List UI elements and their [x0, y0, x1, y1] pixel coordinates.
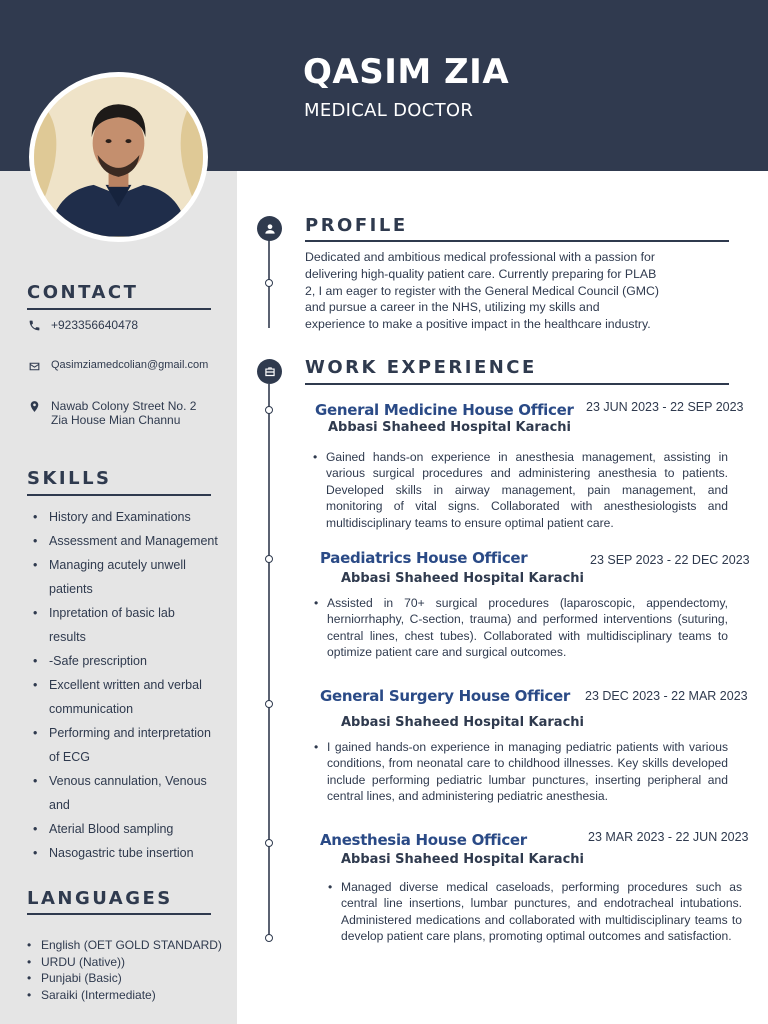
job-description: • Managed diverse medical caseloads, performing procedures such as central line insertions, lumbar punctures, and endotracheal intubations. Administered medications and collaborated with multidisciplinary teams to develop patient care plans, promoting optimal outcomes and satisfaction. [341, 879, 742, 945]
job-title: Paediatrics House Officer [320, 549, 528, 567]
job-organization: Abbasi Shaheed Hospital Karachi [341, 852, 585, 867]
job-dates: 23 JUN 2023 - 22 SEP 2023 [586, 400, 744, 414]
contact-address [27, 399, 196, 427]
languages-heading: LANGUAGES [27, 888, 173, 909]
job-dates: 23 DEC 2023 - 22 MAR 2023 [585, 689, 748, 703]
profile-summary: Dedicated and ambitious medical professional with a passion for delivering high-quality patient care. Currently preparing for PLAB 2, I am eager to register with the General Medical Council (GMC) and pursue a career in the NHS, utilizing my skills and experience to make a positive impact in the healthcare industry. [305, 250, 660, 332]
skill-item: • Nasogastric tube insertion [33, 841, 233, 865]
timeline-dot [265, 279, 273, 287]
profile-heading: PROFILE [305, 215, 408, 236]
location-pin-icon [27, 399, 41, 413]
job-organization: Abbasi Shaheed Hospital Karachi [328, 420, 572, 435]
person-photo-icon [34, 77, 203, 237]
briefcase-icon [257, 359, 282, 384]
language-item: • Saraiki (Intermediate) [27, 987, 237, 1004]
email-address[interactable]: Qasimziamedcolian@gmail.com [51, 359, 209, 371]
skill-item: • -Safe prescription [33, 649, 233, 673]
timeline-dot [265, 839, 273, 847]
timeline-line [268, 384, 270, 938]
language-item: • URDU (Native)) [27, 954, 237, 971]
timeline-dot [265, 555, 273, 563]
skill-item: • Excellent written and verbal communication [33, 673, 218, 721]
profile-user-icon [257, 216, 282, 241]
skill-item: • Performing and interpretation of ECG [33, 721, 223, 769]
job-description: • Assisted in 70+ surgical procedures (laparoscopic, appendectomy, herniorrhaphy, C-section, trauma) and performed interventions (suturing, central lines, chest tubes). Collaborated with multidisciplinary teams to optimize patient care and surgical outcomes. [327, 595, 728, 661]
job-dates: 23 MAR 2023 - 22 JUN 2023 [588, 830, 749, 844]
candidate-name: QASIM ZIA [303, 52, 510, 92]
timeline-dot [265, 700, 273, 708]
job-organization: Abbasi Shaheed Hospital Karachi [341, 571, 585, 586]
address-line-1: Nawab Colony Street No. 2 [51, 399, 197, 413]
skills-list [33, 505, 233, 865]
job-title: Anesthesia House Officer [320, 831, 527, 849]
job-description: • I gained hands-on experience in managing pediatric patients with various conditions, from neonatal care to childhood illnesses. Key skills developed include performing pediatric lumbar punctures, inserting peripheral and central lines, and administering pediatric anesthesia. [327, 739, 728, 805]
job-description: • Gained hands-on experience in anesthesia management, assisting in various surgical procedures and administering anesthesia to patients. Developed skills in airway management, pain management, and monitoring of vital signs. Collaborated with anesthesiologists and multidisciplinary teams to ensure optimal patient care. [326, 449, 728, 531]
phone-number[interactable]: +923356640478 [51, 318, 139, 332]
skills-divider [27, 494, 211, 496]
contact-phone [27, 318, 138, 332]
skills-heading: SKILLS [27, 468, 112, 489]
skill-item: • Assessment and Management [33, 529, 233, 553]
skill-item: • History and Examinations [33, 505, 233, 529]
skill-item: • Aterial Blood sampling [33, 817, 233, 841]
profile-photo [29, 72, 208, 242]
skill-item: • Venous cannulation, Venous and [33, 769, 218, 817]
experience-heading: WORK EXPERIENCE [305, 357, 537, 378]
languages-list [27, 937, 237, 1003]
experience-divider [305, 383, 729, 385]
job-title: General Medicine House Officer [315, 401, 574, 419]
candidate-title: MEDICAL DOCTOR [304, 100, 474, 121]
email-icon [27, 359, 41, 373]
contact-heading: CONTACT [27, 282, 139, 303]
job-organization: Abbasi Shaheed Hospital Karachi [341, 715, 585, 730]
skill-item: • Inpretation of basic lab results [33, 601, 213, 649]
contact-email [27, 359, 208, 373]
phone-icon [27, 318, 41, 332]
languages-divider [27, 913, 211, 915]
address-line-2: Zia House Mian Channu [51, 413, 181, 427]
profile-divider [305, 240, 729, 242]
timeline-dot [265, 406, 273, 414]
skill-item: • Managing acutely unwell patients [33, 553, 213, 601]
timeline-dot [265, 934, 273, 942]
job-dates: 23 SEP 2023 - 22 DEC 2023 [590, 553, 750, 567]
contact-divider [27, 308, 211, 310]
language-item: • Punjabi (Basic) [27, 970, 237, 987]
job-title: General Surgery House Officer [320, 687, 570, 705]
language-item: • English (OET GOLD STANDARD) [27, 937, 237, 954]
